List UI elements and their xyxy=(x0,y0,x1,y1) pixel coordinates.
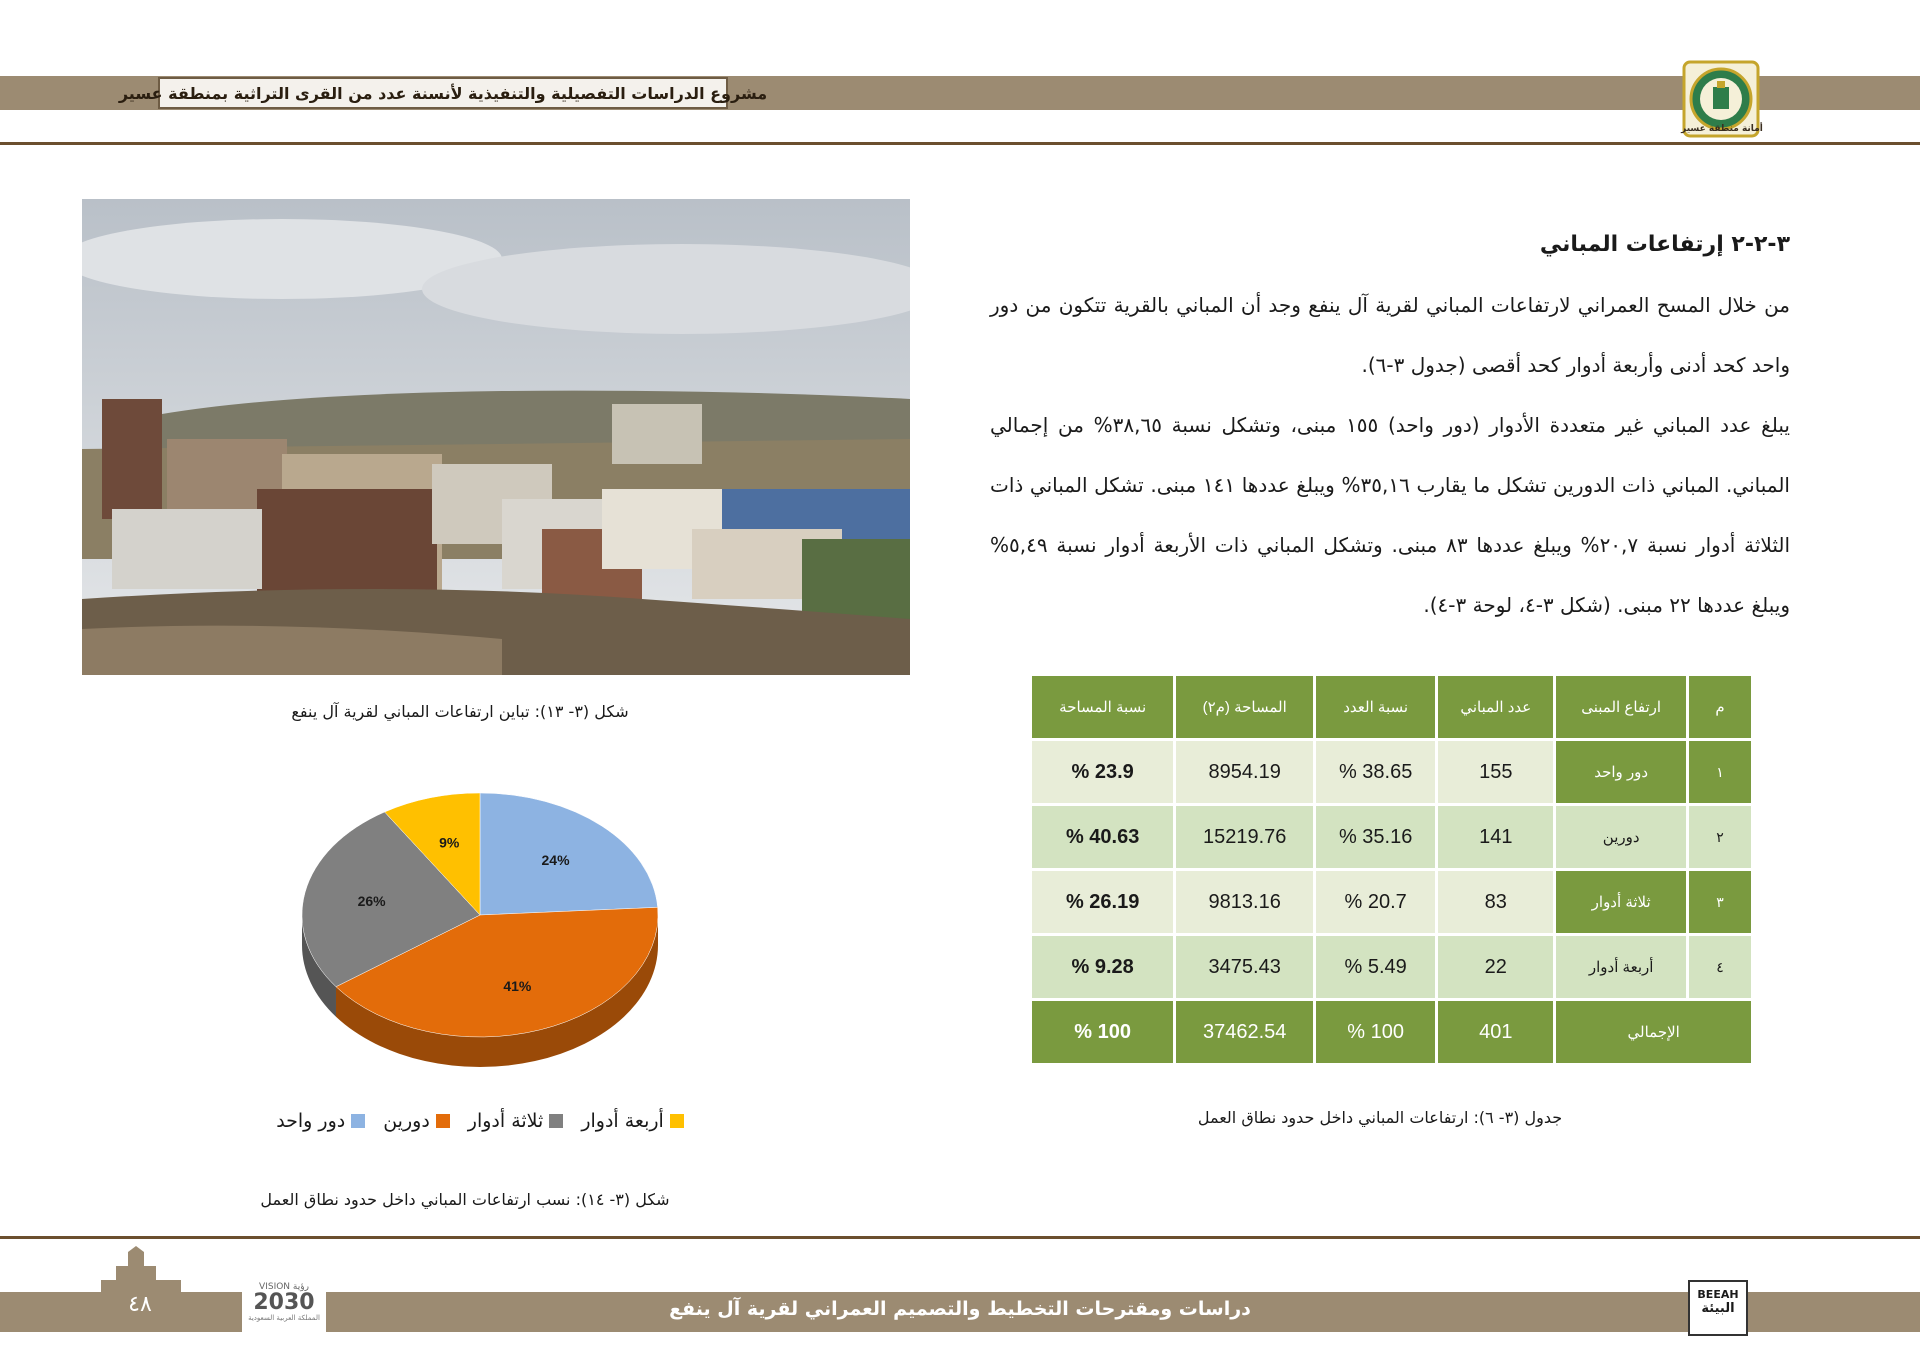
paragraph-1: من خلال المسح العمراني لارتفاعات المباني لقرية آل ينفع وجد أن المباني بالقرية تتكون من دور واحد كحد أدنى وأربعة أدوار كحد أقصى (جدول ٣-٦). xyxy=(990,293,1790,377)
row-label: دور واحد xyxy=(1556,741,1686,803)
total-count-pct: 100 % xyxy=(1316,1001,1435,1063)
pie-data-label: 9% xyxy=(439,834,460,851)
vision-top-text: VISION رؤية xyxy=(259,1282,309,1292)
total-label: الإجمالي xyxy=(1556,1001,1751,1063)
row-count: 141 xyxy=(1438,806,1553,868)
table-caption: جدول (٣- ٦): ارتفاعات المباني داخل حدود نطاق العمل xyxy=(1197,1108,1563,1127)
row-area-pct: 23.9 % xyxy=(1032,741,1173,803)
row-index: ٤ xyxy=(1689,936,1751,998)
row-label: دورين xyxy=(1556,806,1686,868)
footer-divider xyxy=(0,1236,1920,1239)
row-area-pct: 40.63 % xyxy=(1032,806,1173,868)
section-title: ٣-٢-٢ إرتفاعات المباني xyxy=(1539,232,1790,257)
legend-swatch-one-floor xyxy=(351,1114,365,1128)
legend-item xyxy=(581,1110,684,1132)
beeah-top-text: BEEAH xyxy=(1697,1288,1739,1301)
row-count-pct: 35.16 % xyxy=(1316,806,1435,868)
beeah-logo xyxy=(1688,1280,1748,1336)
header-divider xyxy=(0,142,1920,145)
legend-item xyxy=(276,1110,365,1132)
total-area-pct: 100 % xyxy=(1032,1001,1173,1063)
legend-label: دور واحد xyxy=(276,1110,346,1132)
legend-label: ثلاثة أدوار xyxy=(467,1110,544,1132)
pie-data-label: 24% xyxy=(541,851,570,868)
legend-swatch-four-floors xyxy=(670,1114,684,1128)
header-count: عدد المباني xyxy=(1438,676,1553,738)
table-header-row xyxy=(1032,676,1751,738)
footer-title: دراسات ومقترحات التخطيط والتصميم العمراني لقرية آل ينفع xyxy=(669,1298,1251,1320)
row-count-pct: 20.7 % xyxy=(1316,871,1435,933)
row-area: 3475.43 xyxy=(1176,936,1313,998)
row-index: ٣ xyxy=(1689,871,1751,933)
chart-legend xyxy=(240,1110,720,1132)
table-row xyxy=(1032,741,1751,803)
row-count: 22 xyxy=(1438,936,1553,998)
paragraph-2: يبلغ عدد المباني غير متعددة الأدوار (دور واحد) ١٥٥ مبنى، وتشكل نسبة ٣٨,٦٥% من إجمالي المباني. المباني ذات الدورين تشكل ما يقارب ٣٥,١٦% ويبلغ عددها ١٤١ مبنى. تشكل المباني ذات الثلاثة أدوار نسبة ٢٠,٧% ويبلغ عددها ٨٣ مبنى. وتشكل المباني ذات الأربعة أدوار نسبة ٥,٤٩% ويبلغ عددها ٢٢ مبنى. (شكل ٣-٤، لوحة ٣-٤). xyxy=(990,413,1791,617)
photo-caption: شكل (٣- ١٣): تباين ارتفاعات المباني لقرية آل ينفع xyxy=(291,702,629,721)
row-index: ١ xyxy=(1689,741,1751,803)
legend-swatch-two-floors xyxy=(436,1114,450,1128)
header-index: م xyxy=(1689,676,1751,738)
row-label: ثلاثة أدوار xyxy=(1556,871,1686,933)
pie-data-label: 26% xyxy=(357,892,386,909)
header-height: ارتفاع المبنى xyxy=(1556,676,1686,738)
legend-label: دورين xyxy=(383,1110,430,1132)
row-count: 155 xyxy=(1438,741,1553,803)
village-photo xyxy=(82,199,910,675)
vision-sub-text: المملكة العربية السعودية xyxy=(248,1314,320,1322)
heritage-building-icon xyxy=(96,1242,186,1292)
row-count-pct: 38.65 % xyxy=(1316,741,1435,803)
beeah-ar-text: البيئة xyxy=(1701,1301,1735,1316)
table-row xyxy=(1032,871,1751,933)
page-number: ٤٨ xyxy=(128,1292,152,1317)
row-area: 9813.16 xyxy=(1176,871,1313,933)
chart-caption: شكل (٣- ١٤): نسب ارتفاعات المباني داخل حدود نطاق العمل xyxy=(260,1190,670,1209)
header-count-pct: نسبة العدد xyxy=(1316,676,1435,738)
row-index: ٢ xyxy=(1689,806,1751,868)
row-label: أربعة أدوار xyxy=(1556,936,1686,998)
row-area: 8954.19 xyxy=(1176,741,1313,803)
row-area: 15219.76 xyxy=(1176,806,1313,868)
total-area: 37462.54 xyxy=(1176,1001,1313,1063)
legend-label: أربعة أدوار xyxy=(581,1110,664,1132)
row-count-pct: 5.49 % xyxy=(1316,936,1435,998)
legend-swatch-three-floors xyxy=(549,1114,563,1128)
building-heights-table xyxy=(1029,673,1754,1066)
logo-caption: أمانة منطقة عسير xyxy=(1681,124,1763,134)
row-area-pct: 26.19 % xyxy=(1032,871,1173,933)
table-row xyxy=(1032,806,1751,868)
vision-2030-logo xyxy=(242,1280,326,1336)
header-area-pct: نسبة المساحة xyxy=(1032,676,1173,738)
building-heights-pie-chart xyxy=(290,780,670,1100)
pie-data-label: 41% xyxy=(503,978,532,995)
header-title: مشروع الدراسات التفصيلية والتنفيذية لأنسنة عدد من القرى التراثية بمنطقة عسير xyxy=(158,77,728,109)
table-total-row xyxy=(1032,1001,1751,1063)
row-count: 83 xyxy=(1438,871,1553,933)
total-count: 401 xyxy=(1438,1001,1553,1063)
row-area-pct: 9.28 % xyxy=(1032,936,1173,998)
vision-year-text: 2030 xyxy=(253,1290,315,1315)
legend-item xyxy=(383,1110,450,1132)
legend-item xyxy=(468,1110,564,1132)
header-area: المساحة (م٢) xyxy=(1176,676,1313,738)
table-row xyxy=(1032,936,1751,998)
